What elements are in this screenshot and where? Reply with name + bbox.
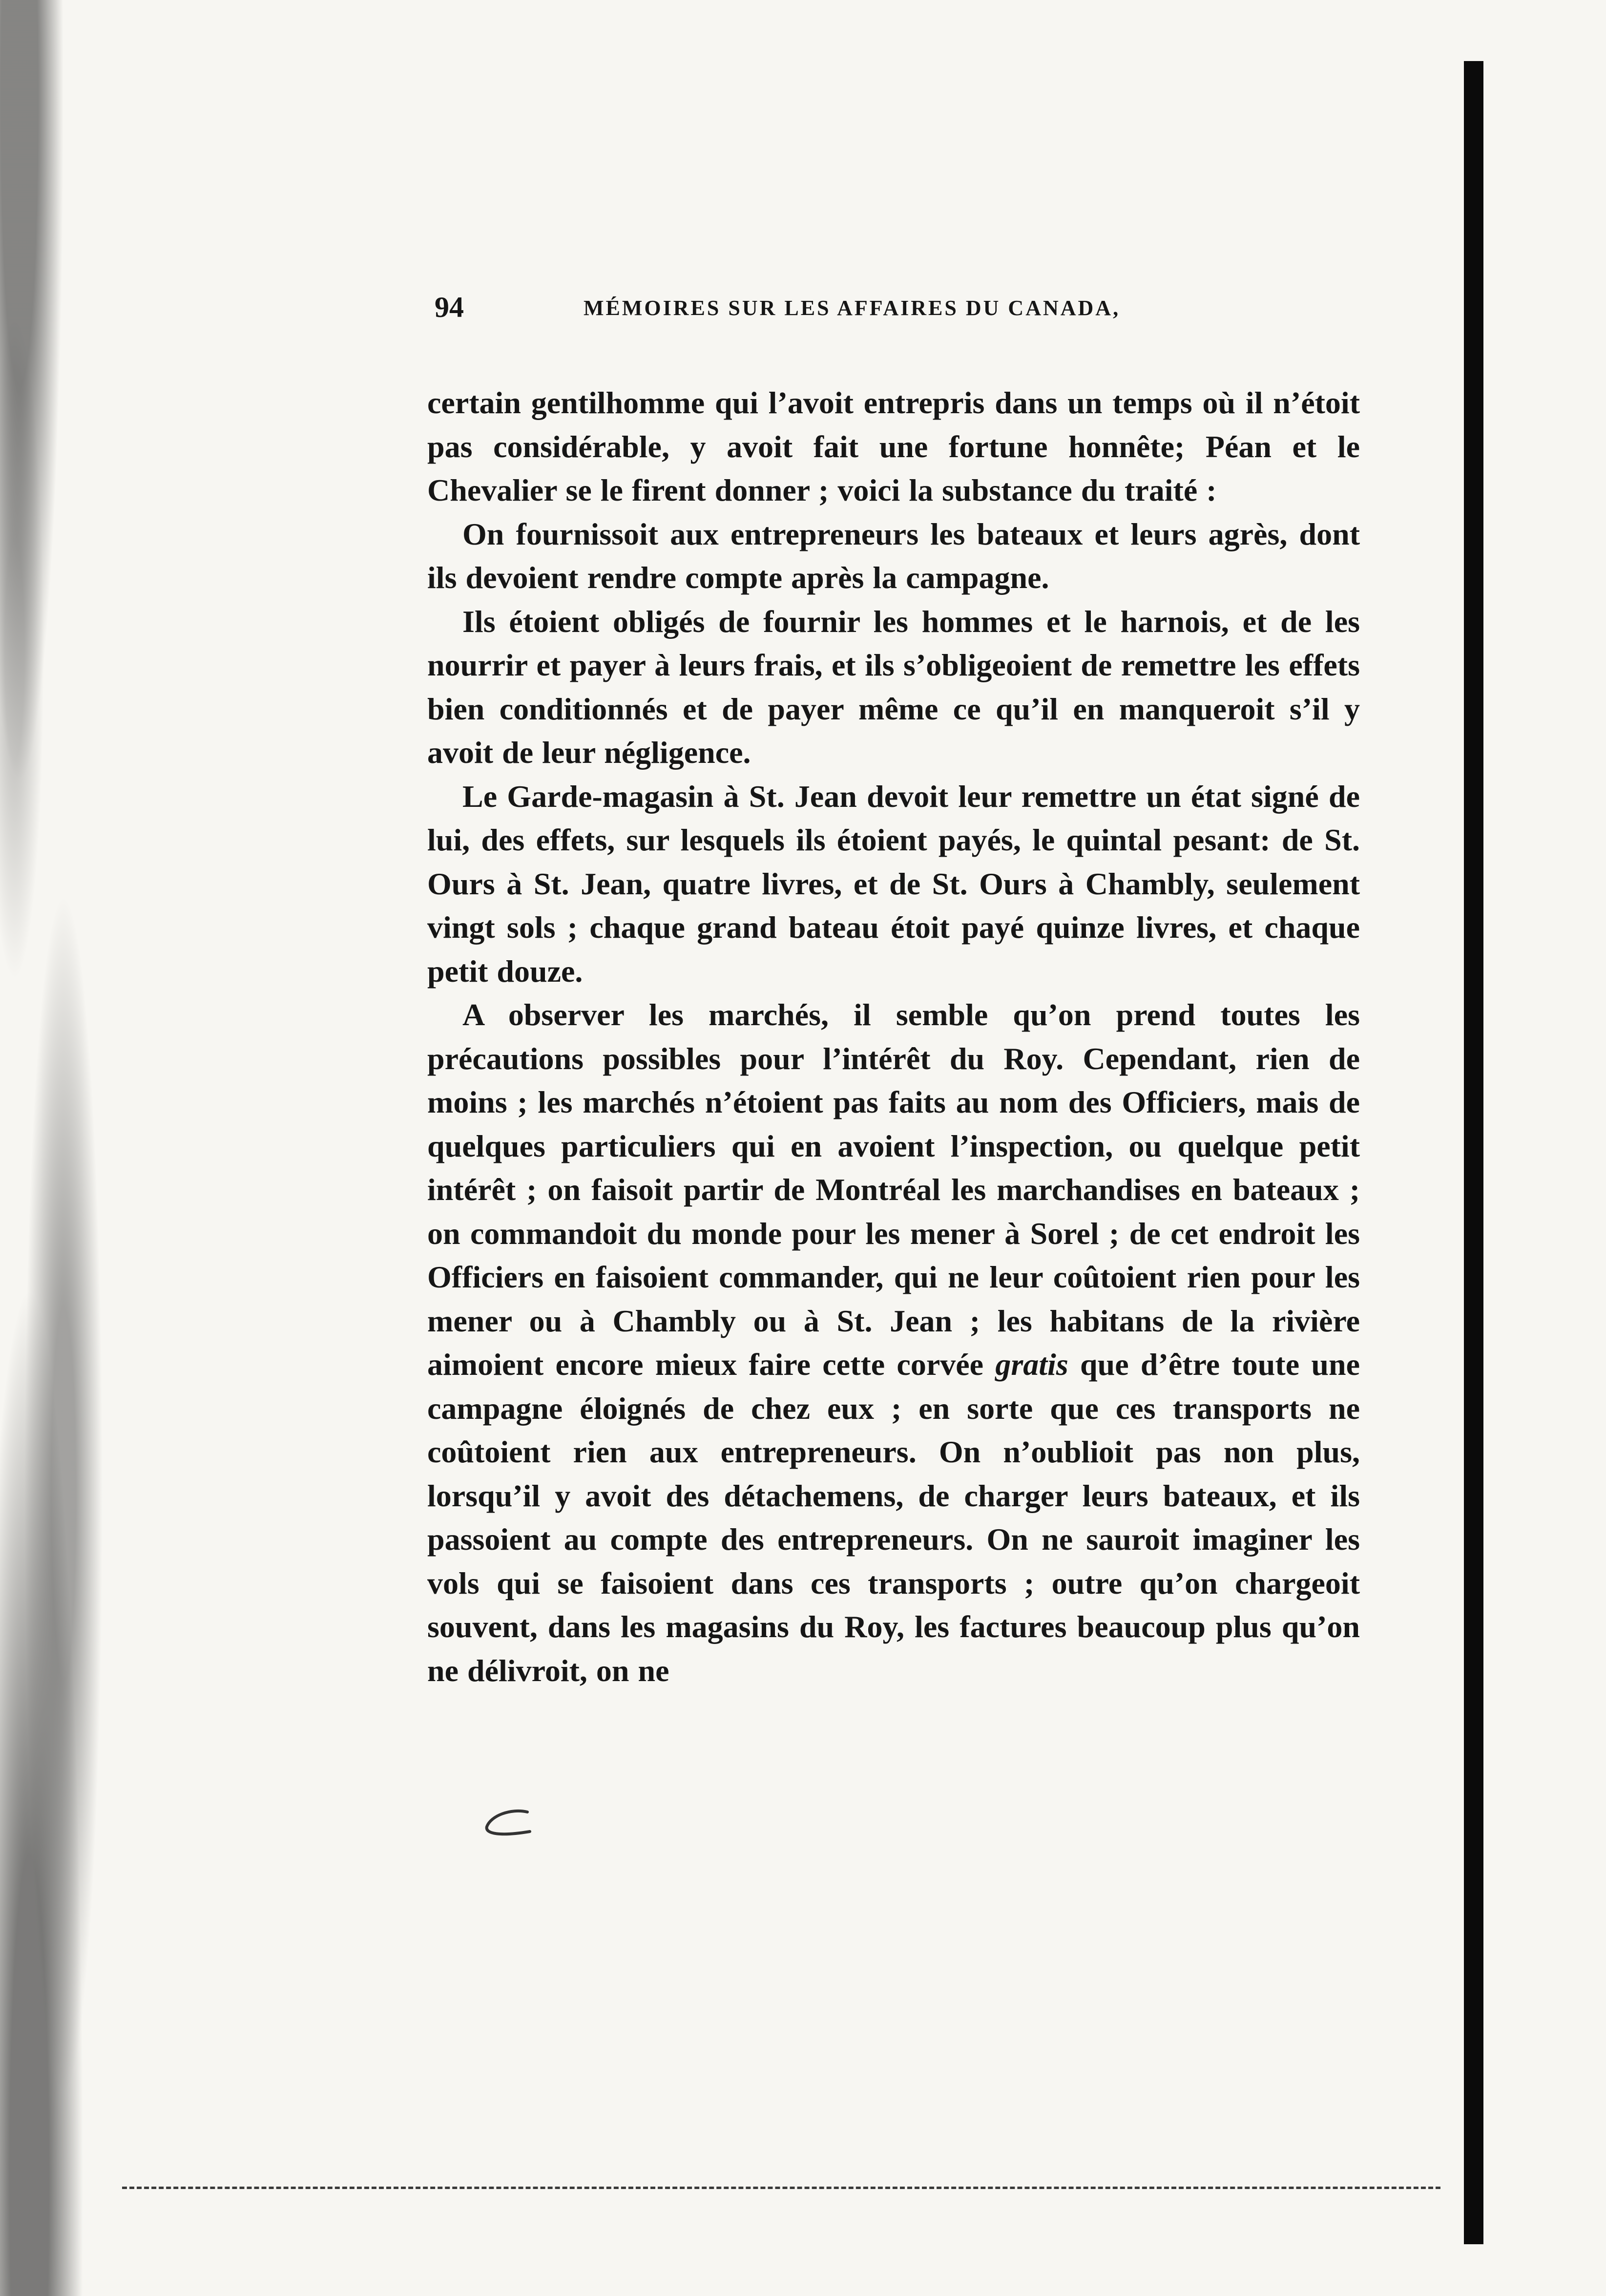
paragraph-5-part-2: que d’être toute une campagne éloignés de chez eux ; en sorte que ces transports ne coûtoient rien aux entrepreneurs. On n’oublioit pas non plus, lorsqu’il y avoit des détachemens, de charger leurs bateaux, et ils passoient au compte des entrepreneurs. On ne sauroit imaginer les vols qui se faisoient dans ces transports ; outre qu’on chargeoit souvent, dans les magasins du Roy, les factures beaucoup plus qu’on ne délivroit, on ne (427, 1347, 1360, 1688)
running-header (435, 291, 1362, 335)
scan-bottom-edge (122, 2187, 1440, 2189)
paragraph-4: Le Garde-magasin à St. Jean devoit leur remettre un état signé de lui, des effets, sur lesquels ils étoient payés, le quintal pesant: de St. Ours à St. Jean, quatre livres, et de St. Ours à Chambly, seulement vingt sols ; chaque grand bateau étoit payé quinze livres, et chaque petit douze. (427, 779, 1360, 989)
paragraph-5 (427, 993, 1360, 1692)
paragraph-1: certain gentilhomme qui l’avoit entrepris dans un temps où il n’étoit pas considérable, y avoit fait une fortune honnête; Péan et le Chevalier se le firent donner ; voici la substance du traité : (427, 385, 1360, 507)
italic-word-gratis: gratis (995, 1347, 1068, 1382)
page-number: 94 (435, 291, 464, 323)
running-title: MÉMOIRES SUR LES AFFAIRES DU CANADA, (584, 296, 1121, 320)
paragraph-2: On fournissoit aux entrepreneurs les bateaux et leurs agrès, dont ils devoient rendre compte après la campagne. (427, 516, 1360, 595)
scan-edge-noise (0, 0, 161, 2296)
body-text (427, 381, 1360, 1692)
paragraph-3: Ils étoient obligés de fournir les hommes et le harnois, et de les nourrir et payer à leurs frais, et ils s’obligeoient de remettre les effets bien conditionnés et de payer même ce qu’il en manqueroit s’il y avoit de leur négligence. (427, 604, 1360, 770)
paragraph-5-part-1: A observer les marchés, il semble qu’on prend toutes les précautions possibles pour l’intérêt du Roy. Cependant, rien de moins ; les marchés n’étoient pas faits au nom des Officiers, mais de quelques particuliers qui en avoient l’inspection, ou quelque petit intérêt ; on faisoit partir de Montréal les marchandises en bateaux ; on commandoit du monde pour les mener à Sorel ; de cet endroit les Officiers en faisoient commander, qui ne leur coûtoient rien pour les mener ou à Chambly ou à St. Jean ; les habitans de la rivière aimoient encore mieux faire cette corvée (427, 997, 1360, 1382)
pencil-mark-icon (481, 1807, 535, 1841)
scan-binding-shadow (1464, 61, 1483, 2244)
